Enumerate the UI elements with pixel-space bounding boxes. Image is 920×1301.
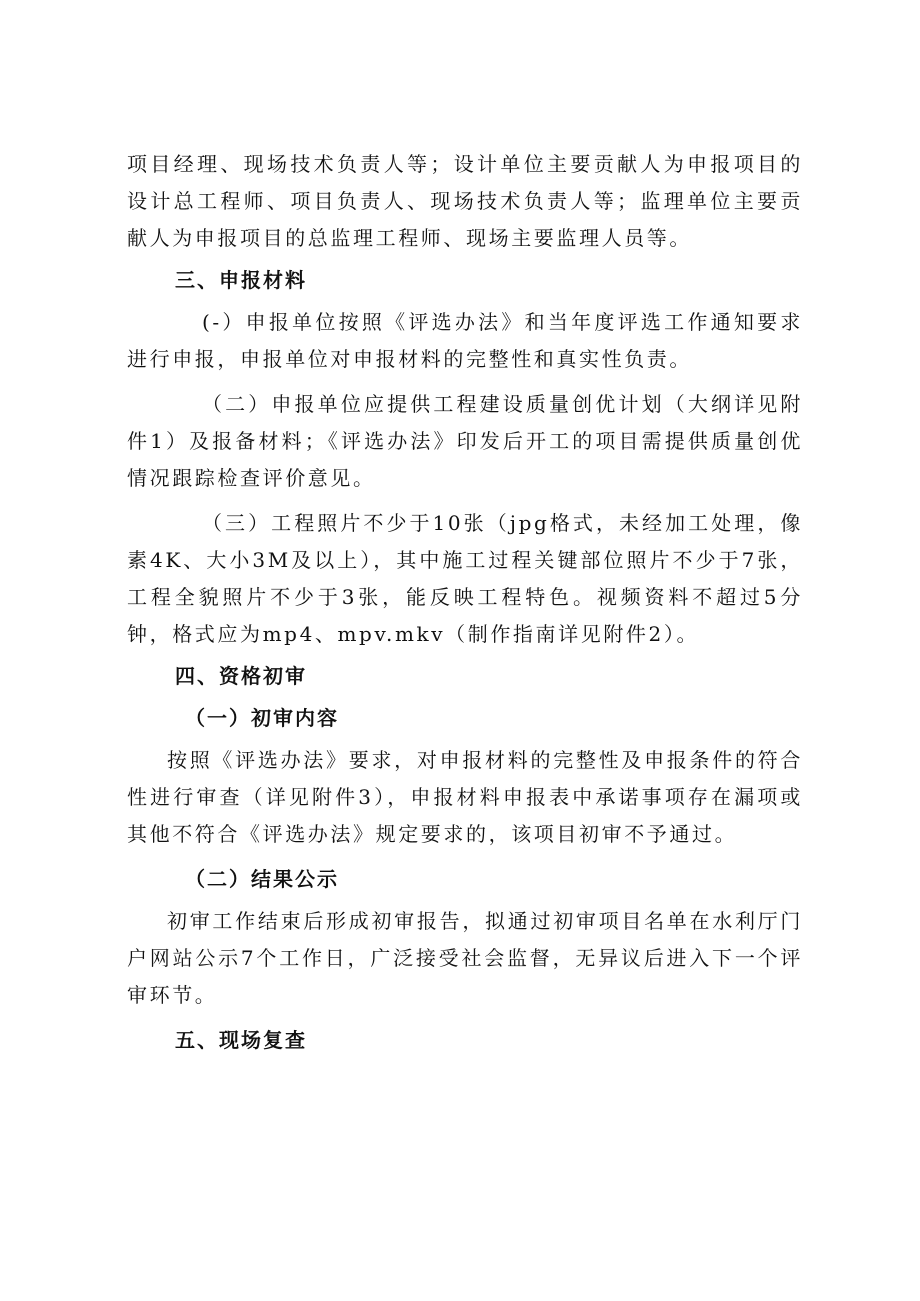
paragraph-contributors: 项目经理、现场技术负责人等；设计单位主要贡献人为申报项目的设计总工程师、项目负责人、现场技术负责人等；监理单位主要贡献人为申报项目的总监理工程师、现场主要监理人员等。 (127, 152, 803, 250)
section-heading-preliminary-review: 四、资格初审 (175, 664, 307, 688)
section-heading-materials: 三、申报材料 (175, 268, 307, 292)
paragraph-materials-2: （二）申报单位应提供工程建设质量创优计划（大纲详见附件1）及报备材料；《评选办法》印发后开工的项目需提供质量创优情况跟踪检查评价意见。 (127, 392, 803, 490)
paragraph-materials-1: (-）申报单位按照《评选办法》和当年度评选工作通知要求进行申报，申报单位对申报材料的完整性和真实性负责。 (127, 310, 803, 371)
paragraph-materials-3: （三）工程照片不少于10张（jpg格式，未经加工处理，像素4K、大小3M及以上），其中施工过程关键部位照片不少于7张，工程全貌照片不少于3张，能反映工程特色。视频资料不超过5分钟，格式应为mp4、mpv.mkv（制作指南详见附件2）。 (127, 511, 803, 646)
paragraph-review-content: 按照《评选办法》要求，对申报材料的完整性及申报条件的符合性进行审查（详见附件3），申报材料申报表中承诺事项存在漏项或其他不符合《评选办法》规定要求的，该项目初审不予通过。 (127, 748, 803, 846)
subheading-review-content: （一）初审内容 (185, 706, 339, 730)
section-heading-onsite-review: 五、现场复查 (175, 1028, 307, 1052)
subheading-result-publicity: （二）结果公示 (185, 867, 339, 891)
paragraph-result-publicity: 初审工作结束后形成初审报告，拟通过初审项目名单在水利厅门户网站公示7个工作日，广泛接受社会监督，无异议后进入下一个评审环节。 (127, 909, 803, 1007)
document-body (127, 146, 803, 1059)
